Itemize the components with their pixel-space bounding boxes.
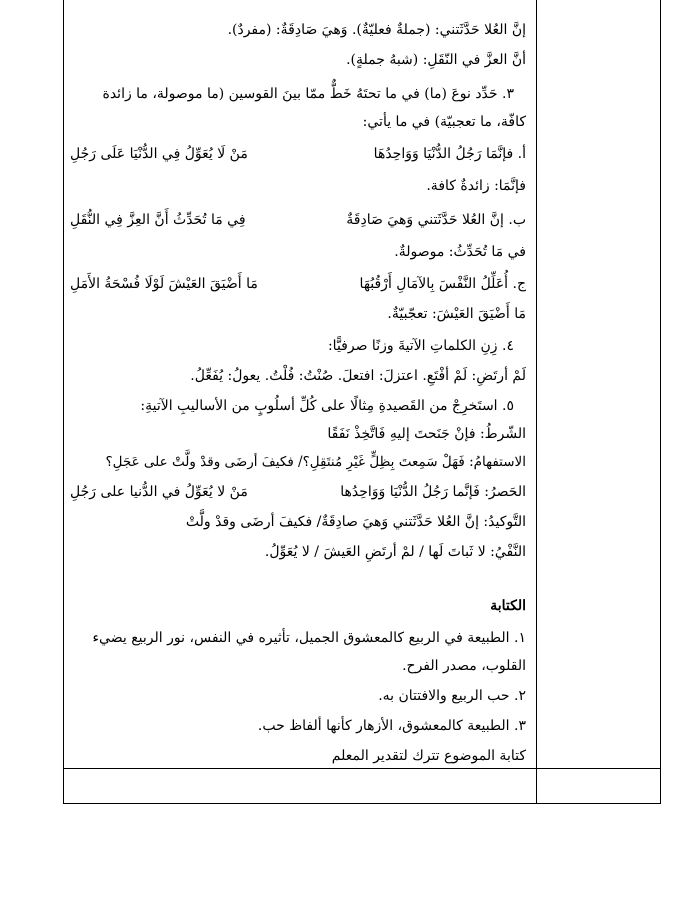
- text-line: ٤. زِنِ الكلماتِ الآتيةَ وزنًا صرفيًّا:: [327, 338, 514, 354]
- text-line: مَا أَضْيَقَ العَيْشَ: تعجّبيّةٌ.: [387, 306, 526, 322]
- text-line: الشّرطُ: فإنْ جَنَحتَ إليهِ فَاتَّخِذْ نَفَقًا: [327, 426, 526, 442]
- text-line: ٥. استَخرِجْ من القَصيدةِ مِثالًا على كُلِّ أسلُوبٍ من الأساليبِ الآتيةِ:: [140, 398, 514, 414]
- verse-line: [70, 482, 526, 502]
- text-line: ٣. الطبيعة كالمعشوق، الأزهار كأنها ألفاظ حب.: [257, 718, 526, 734]
- text-line: ١. الطبيعة في الربيع كالمعشوق الجميل، تأثيره في النفس، نور الربيع يضيء: [92, 630, 526, 646]
- row-divider: [64, 768, 660, 769]
- text-line: القلوب، مصدر الفرح.: [402, 658, 526, 674]
- text-line: في مَا تُحَدِّثُ: موصولةٌ.: [394, 244, 526, 260]
- column-divider: [536, 0, 537, 803]
- text-line: ٣. حَدِّد نوعَ (ما) في ما تحتَهُ خَطٌّ ممّا بينَ القوسين (ما موصولة، ما زائدة: [102, 86, 514, 102]
- verse-line: [70, 144, 526, 164]
- section-heading: الكتابة: [490, 598, 526, 614]
- verse-first-hemistich: أ. فإنَّمَا رَجُلُ الدُّنْيَا وَوَاحِدُهَا: [373, 146, 526, 162]
- text-line: فإنَّمَا: زائدةٌ كافة.: [426, 178, 526, 194]
- text-line: الاستفهامُ: فَهَلْ سَمِعتَ بِظِلٍّ غَيْرِ مُنتَقِلِ؟/ فكيفَ أرضَى وقدْ ولَّتْ على عَجَلِ؟: [105, 454, 526, 470]
- text-line: التَّوكيدُ: إنَّ العُلا حَدَّثَتني وَهيَ صادِقَةٌ/ فكيفَ أرضَى وقدْ ولَّتْ: [185, 514, 526, 530]
- verse-first-hemistich: ج. أُعَلِّلُ النَّفْسَ بِالآمَالِ أَرْقُبُهَا: [359, 276, 526, 292]
- verse-line: [70, 274, 526, 294]
- verse-line: [70, 210, 526, 230]
- text-line: أنَّ العزَّ في النّقَلِ: (شبهُ جملةٍ).: [346, 52, 526, 68]
- verse-first-hemistich: الحَصرُ: فَإنَّما رَجُلُ الدُّنْيَا وَوَاحِدُها: [340, 484, 526, 500]
- verse-second-hemistich: مَنْ لا يُعَوِّلُ في الدُّنيا على رَجُلِ: [70, 484, 248, 500]
- text-line: لَمْ أرتَضِ: لَمْ أفْتَعِ. اعتزلَ: افتعلَ. صُنْتُ: فُلْتُ. يعولُ: يُفَعِّلُ.: [190, 368, 526, 384]
- answer-table: [63, 0, 661, 804]
- verse-second-hemistich: مَنْ لَا يُعَوِّلُ فِي الدُّنْيَا عَلَى رَجُلِ: [70, 146, 248, 162]
- text-line: كافّة، ما تعجبيّة) في ما يأتي:: [362, 114, 526, 130]
- text-line: كتابة الموضوع تترك لتقدير المعلم: [331, 748, 526, 764]
- verse-second-hemistich: فِي مَا تُحَدِّثُ أَنَّ العِزَّ فِي النُّقَلِ: [70, 212, 246, 228]
- verse-second-hemistich: مَا أَضْيَقَ العَيْشَ لَوْلَا فُسْحَةُ الأَمَلِ: [70, 276, 258, 292]
- text-line: إنَّ العُلا حَدَّثَتني: (جملةٌ فعليّةٌ). وَهيَ صَادِقَةٌ: (مفردٌ).: [227, 22, 526, 38]
- text-line: النَّفْيُ: لا ثَباتَ لَها / لمْ أرتَضِ العَيشَ / لا يُعَوِّلُ.: [264, 544, 526, 560]
- verse-first-hemistich: ب. إنَّ العُلا حَدَّثَتني وَهيَ صَادِقَةٌ: [346, 212, 526, 228]
- text-line: ٢. حب الربيع والافتتان به.: [378, 688, 526, 704]
